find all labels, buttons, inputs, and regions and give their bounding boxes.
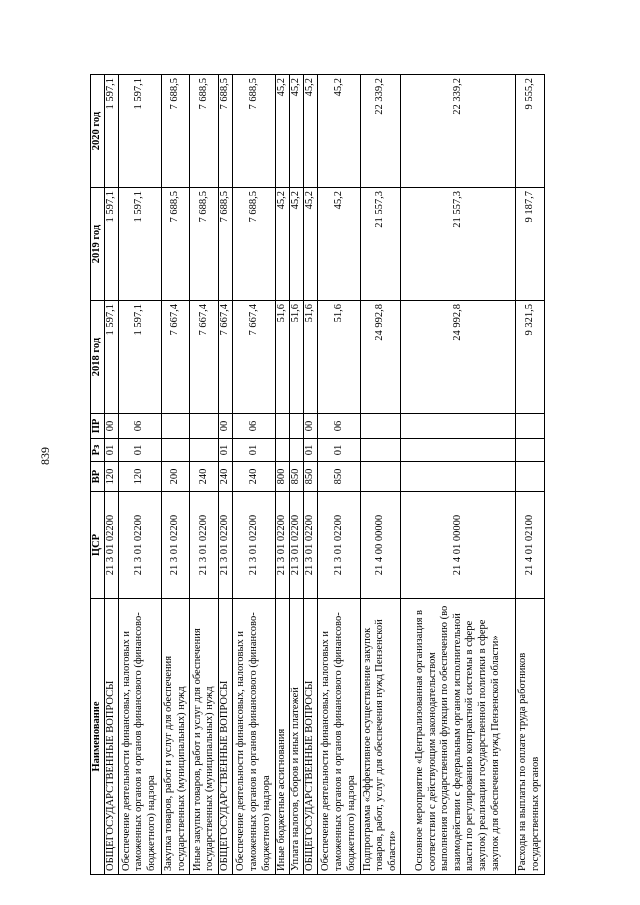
- cell-2018: 7 667,4: [233, 301, 276, 414]
- cell-2020: 7 688,5: [233, 75, 276, 188]
- cell-2019: 7 688,5: [161, 188, 190, 301]
- cell-name: Расходы на выплаты по оплате труда работников государственных органов: [516, 599, 545, 875]
- cell-name: Обеспечение деятельности финансовых, налоговых и таможенных органов и органов финансового (финансово-бюджетного) надзора: [118, 599, 161, 875]
- cell-rz: 01: [219, 439, 233, 462]
- cell-2019: 7 688,5: [233, 188, 276, 301]
- cell-pr: [190, 414, 219, 439]
- cell-pr: [161, 414, 190, 439]
- cell-name: ОБЩЕГОСУДАРСТВЕННЫЕ ВОПРОСЫ: [219, 599, 233, 875]
- table-row: [190, 75, 219, 875]
- cell-vr: 240: [233, 462, 276, 492]
- cell-2018: 1 597,1: [104, 301, 118, 414]
- cell-pr: 00: [104, 414, 118, 439]
- cell-2018: 51,6: [318, 301, 361, 414]
- cell-rz: 01: [233, 439, 276, 462]
- cell-rz: 01: [304, 439, 318, 462]
- cell-2018: 7 667,4: [190, 301, 219, 414]
- table-row: [118, 75, 161, 875]
- cell-pr: 00: [304, 414, 318, 439]
- cell-vr: [361, 462, 401, 492]
- cell-2019: 7 688,5: [190, 188, 219, 301]
- cell-2019: 1 597,1: [118, 188, 161, 301]
- cell-pr: [276, 414, 290, 439]
- cell-name: Обеспечение деятельности финансовых, налоговых и таможенных органов и органов финансового (финансово-бюджетного) надзора: [233, 599, 276, 875]
- cell-csr: 21 4 00 00000: [361, 492, 401, 599]
- cell-rz: 01: [118, 439, 161, 462]
- cell-name: ОБЩЕГОСУДАРСТВЕННЫЕ ВОПРОСЫ: [304, 599, 318, 875]
- cell-vr: 120: [118, 462, 161, 492]
- cell-2018: 51,6: [290, 301, 304, 414]
- cell-2020: 45,2: [318, 75, 361, 188]
- table-row: [276, 75, 290, 875]
- cell-name: Иные бюджетные ассигнования: [276, 599, 290, 875]
- cell-csr: 21 4 01 02100: [516, 492, 545, 599]
- cell-2018: 51,6: [304, 301, 318, 414]
- header-vr: ВР: [91, 462, 105, 492]
- header-csr: ЦСР: [91, 492, 105, 599]
- cell-csr: 21 4 01 00000: [401, 492, 516, 599]
- cell-2018: 51,6: [276, 301, 290, 414]
- cell-vr: 200: [161, 462, 190, 492]
- cell-pr: 06: [118, 414, 161, 439]
- cell-2020: 45,2: [290, 75, 304, 188]
- cell-rz: [276, 439, 290, 462]
- cell-pr: 00: [219, 414, 233, 439]
- table-row: [290, 75, 304, 875]
- rotated-table-wrapper: [90, 75, 545, 875]
- cell-2018: 24 992,8: [401, 301, 516, 414]
- table-row: [516, 75, 545, 875]
- cell-name: Основное мероприятие «Централизованная организация в соответствии с действующим законодательством выполнения государственной функции по обеспечению (во взаимодействии с федеральным органом исполнительной власти по регулированию контрактной системы в сфере закупок) реализации государственной политики в сфере закупок для обеспечения нужд Пензенской области»: [401, 599, 516, 875]
- cell-vr: 800: [276, 462, 290, 492]
- cell-csr: 21 3 01 02200: [190, 492, 219, 599]
- cell-csr: 21 3 01 02200: [219, 492, 233, 599]
- cell-vr: [516, 462, 545, 492]
- cell-name: Уплата налогов, сборов и иных платежей: [290, 599, 304, 875]
- header-2018: 2018 год: [91, 301, 105, 414]
- cell-2018: 7 667,4: [219, 301, 233, 414]
- cell-pr: [516, 414, 545, 439]
- cell-name: ОБЩЕГОСУДАРСТВЕННЫЕ ВОПРОСЫ: [104, 599, 118, 875]
- table-row: [361, 75, 401, 875]
- cell-name: Закупка товаров, работ и услуг для обеспечения государственных (муниципальных) нужд: [161, 599, 190, 875]
- cell-2018: 24 992,8: [361, 301, 401, 414]
- header-pr: ПР: [91, 414, 105, 439]
- table-header-row: [91, 75, 105, 875]
- cell-2019: 21 557,3: [361, 188, 401, 301]
- cell-csr: 21 3 01 02200: [118, 492, 161, 599]
- table-row: [219, 75, 233, 875]
- cell-2019: 45,2: [290, 188, 304, 301]
- cell-rz: [190, 439, 219, 462]
- cell-2020: 7 688,5: [219, 75, 233, 188]
- budget-table: [90, 74, 545, 875]
- cell-rz: [401, 439, 516, 462]
- cell-csr: 21 3 01 02200: [276, 492, 290, 599]
- header-2020: 2020 год: [91, 75, 105, 188]
- cell-2020: 45,2: [304, 75, 318, 188]
- cell-csr: 21 3 01 02200: [161, 492, 190, 599]
- cell-name: Подпрограмма «Эффективное осуществление закупок товаров, работ, услуг для обеспечения нужд Пензенской области»: [361, 599, 401, 875]
- cell-name: Обеспечение деятельности финансовых, налоговых и таможенных органов и органов финансового (финансово-бюджетного) надзора: [318, 599, 361, 875]
- cell-vr: 120: [104, 462, 118, 492]
- cell-csr: 21 3 01 02200: [233, 492, 276, 599]
- cell-2020: 7 688,5: [161, 75, 190, 188]
- cell-2019: 45,2: [276, 188, 290, 301]
- cell-rz: 01: [104, 439, 118, 462]
- cell-2019: 9 187,7: [516, 188, 545, 301]
- cell-rz: [290, 439, 304, 462]
- cell-name: Иные закупки товаров, работ и услуг для обеспечения государственных (муниципальных) нужд: [190, 599, 219, 875]
- cell-2018: 1 597,1: [118, 301, 161, 414]
- cell-csr: 21 3 01 02200: [318, 492, 361, 599]
- cell-rz: [361, 439, 401, 462]
- cell-2019: 21 557,3: [401, 188, 516, 301]
- table-row: [233, 75, 276, 875]
- cell-2019: 45,2: [304, 188, 318, 301]
- cell-csr: 21 3 01 02200: [104, 492, 118, 599]
- page-number: 839: [38, 447, 52, 465]
- cell-rz: 01: [318, 439, 361, 462]
- cell-2020: 1 597,1: [104, 75, 118, 188]
- cell-vr: [401, 462, 516, 492]
- cell-vr: 240: [190, 462, 219, 492]
- table-row: [318, 75, 361, 875]
- cell-pr: 06: [318, 414, 361, 439]
- cell-2020: 1 597,1: [118, 75, 161, 188]
- cell-vr: 850: [318, 462, 361, 492]
- cell-2020: 7 688,5: [190, 75, 219, 188]
- header-2019: 2019 год: [91, 188, 105, 301]
- table-row: [161, 75, 190, 875]
- cell-vr: 850: [304, 462, 318, 492]
- cell-2020: 45,2: [276, 75, 290, 188]
- cell-pr: [361, 414, 401, 439]
- header-rz: Рз: [91, 439, 105, 462]
- cell-pr: [401, 414, 516, 439]
- cell-2020: 9 555,2: [516, 75, 545, 188]
- table-row: [401, 75, 516, 875]
- cell-2020: 22 339,2: [361, 75, 401, 188]
- cell-2019: 7 688,5: [219, 188, 233, 301]
- cell-2018: 9 321,5: [516, 301, 545, 414]
- cell-2018: 7 667,4: [161, 301, 190, 414]
- cell-2020: 22 339,2: [401, 75, 516, 188]
- table-row: [104, 75, 118, 875]
- cell-vr: 240: [219, 462, 233, 492]
- header-name: Наименование: [91, 599, 105, 875]
- cell-2019: 1 597,1: [104, 188, 118, 301]
- cell-rz: [516, 439, 545, 462]
- table-row: [304, 75, 318, 875]
- cell-pr: [290, 414, 304, 439]
- cell-2019: 45,2: [318, 188, 361, 301]
- cell-csr: 21 3 01 02200: [304, 492, 318, 599]
- cell-csr: 21 3 01 02200: [290, 492, 304, 599]
- cell-rz: [161, 439, 190, 462]
- cell-vr: 850: [290, 462, 304, 492]
- cell-pr: 06: [233, 414, 276, 439]
